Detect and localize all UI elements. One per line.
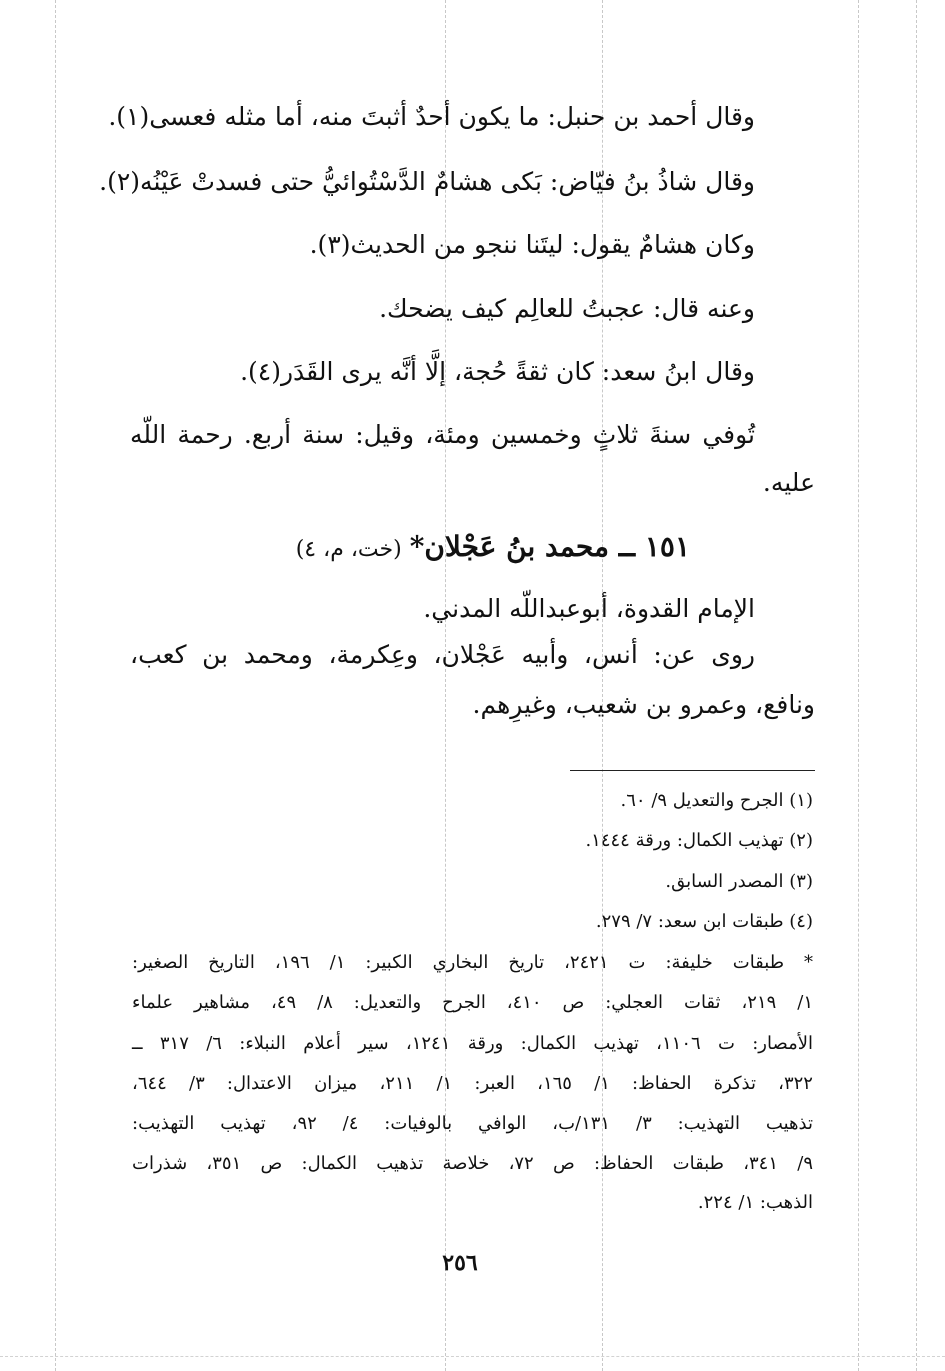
body-line: وقال أحمد بن حنبل: ما يكون أحدٌ أثبتَ منه، أما مثله فعسى(١). bbox=[108, 102, 755, 131]
entry-line: الإمام القدوة، أبوعبداللّه المدني. bbox=[423, 594, 755, 623]
body-line: تُوفي سنةَ ثلاثٍ وخمسين ومئة، وقيل: سنة أربع. رحمة اللّه bbox=[130, 420, 755, 449]
scan-artifact-line bbox=[55, 0, 56, 1371]
entry-heading bbox=[296, 527, 690, 570]
scan-artifact-line bbox=[0, 1356, 945, 1357]
footnote-line: (٤) طبقات ابن سعد: ٧/ ٢٧٩. bbox=[595, 911, 813, 932]
footnote-line: (٢) تهذيب الكمال: ورقة ١٤٤٤. bbox=[585, 830, 813, 851]
scan-artifact-line bbox=[916, 0, 917, 1371]
body-line: وقال ابنُ سعد: كان ثقةً حُجة، إلَّا أنَّه يرى القَدَر(٤). bbox=[240, 357, 755, 386]
body-line: وكان هشامٌ يقول: ليتَنا ننجو من الحديث(٣). bbox=[309, 230, 755, 259]
body-line: وقال شاذُ بنُ فيّاض: بَكى هشامٌ الدَّسْتُوائيُّ حتى فسدتْ عَيْنُه(٢). bbox=[99, 167, 755, 196]
footnote-line: (١) الجرح والتعديل ٩/ ٦٠. bbox=[620, 790, 813, 811]
scan-artifact-line bbox=[858, 0, 859, 1371]
footnote-line: تذهيب التهذيب: ٣/ ١٣١/ب، الوافي بالوفيات: ٤/ ٩٢، تهذيب التهذيب: bbox=[132, 1113, 813, 1134]
footnote-line: الذهب: ١/ ٢٢٤. bbox=[697, 1192, 813, 1213]
entry-codes: (خت، م، ٤) bbox=[295, 537, 402, 562]
entry-title: ١٥١ ــ محمد بنُ عَجْلان* bbox=[409, 530, 690, 563]
page-number: ٢٥٦ bbox=[442, 1250, 478, 1276]
footnote-separator bbox=[570, 770, 815, 771]
footnote-line: ١/ ٢١٩، ثقات العجلي: ص ٤١٠، الجرح والتعديل: ٨/ ٤٩، مشاهير علماء bbox=[132, 992, 813, 1013]
body-line: عليه. bbox=[762, 468, 815, 497]
entry-line: روى عن: أنس، وأبيه عَجْلان، وعِكرمة، ومحمد بن كعب، bbox=[130, 640, 755, 669]
footnote-line: (٣) المصدر السابق. bbox=[665, 871, 813, 892]
footnote-line: الأمصار: ت ١١٠٦، تهذيب الكمال: ورقة ١٢٤١، سير أعلام النبلاء: ٦/ ٣١٧ ــ bbox=[132, 1033, 814, 1054]
footnote-line: ٩/ ٣٤١، طبقات الحفاظ: ص ٧٢، خلاصة تذهيب الكمال: ص ٣٥١، شذرات bbox=[132, 1153, 814, 1174]
body-line: وعنه قال: عجبتُ للعالِم كيف يضحك. bbox=[379, 294, 755, 323]
footnote-line: * طبقات خليفة: ت ٢٤٢١، تاريخ البخاري الكبير: ١/ ١٩٦، التاريخ الصغير: bbox=[132, 952, 813, 973]
footnote-line: ٣٢٢، تذكرة الحفاظ: ١/ ١٦٥، العبر: ١/ ٢١١، ميزان الاعتدال: ٣/ ٦٤٤، bbox=[132, 1073, 813, 1094]
entry-line: ونافع، وعمرو بن شعيب، وغيرِهم. bbox=[472, 690, 815, 719]
